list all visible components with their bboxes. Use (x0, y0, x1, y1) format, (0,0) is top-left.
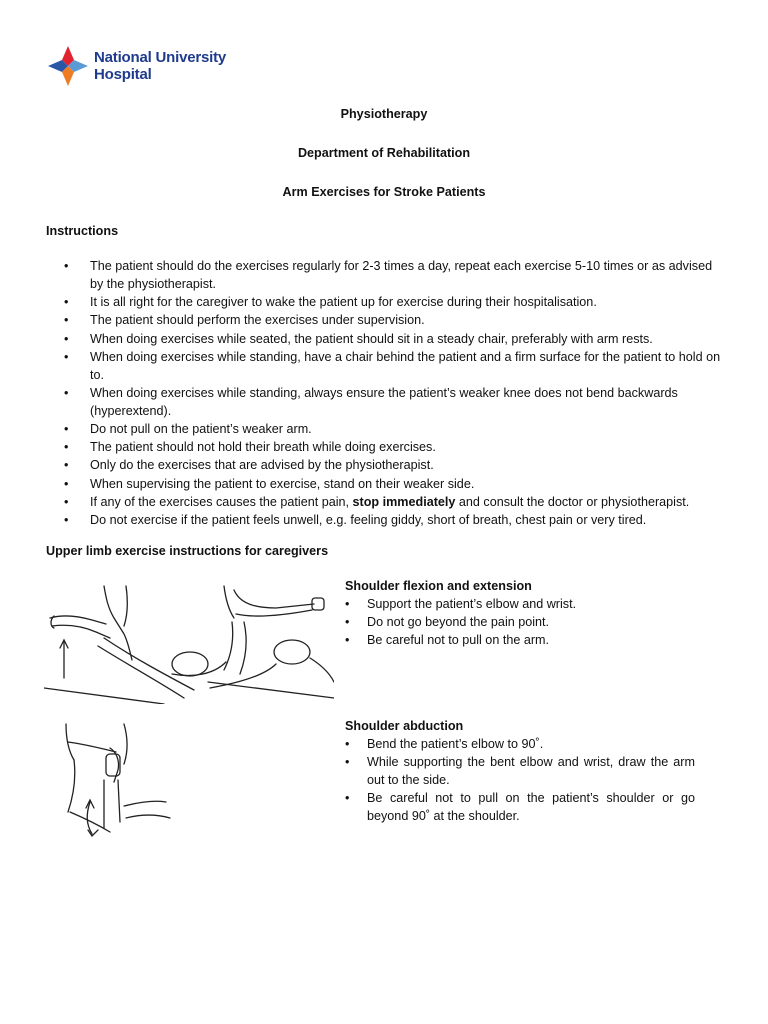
instruction-item: • The patient should perform the exercises under supervision. (46, 312, 726, 330)
instructions-list (46, 258, 726, 530)
pain-text-after: and consult the doctor or physiotherapist. (455, 494, 690, 509)
instruction-item-pain (46, 494, 726, 512)
instruction-item: • Do not pull on the patient’s weaker arm. (46, 421, 726, 439)
instruction-item: • It is all right for the caregiver to wake the patient up for exercise during their hospitalisation. (46, 294, 726, 312)
pain-text-before: If any of the exercises causes the patient pain, (90, 494, 353, 509)
shoulder-abduction-illustration (44, 718, 172, 840)
title-arm-exercises: Arm Exercises for Stroke Patients (282, 185, 486, 199)
shoulder-flexion-illustration (44, 578, 334, 704)
exercise-point: • While supporting the bent elbow and wrist, draw the arm out to the side. (345, 754, 695, 790)
title-department: Department of Rehabilitation (297, 146, 471, 160)
logo-line-1: National University (94, 49, 227, 66)
exercise-shoulder-flexion (345, 578, 695, 650)
instruction-item: • When doing exercises while standing, always ensure the patient’s weaker knee does not bend backwards (hyperextend). (46, 385, 726, 421)
hospital-logo (46, 44, 226, 88)
exercise-points (345, 736, 695, 826)
logo-line-2: Hospital (94, 66, 152, 83)
exercise-title: Shoulder abduction (345, 719, 464, 733)
instruction-item: • Only do the exercises that are advised by the physiotherapist. (46, 457, 726, 475)
title-physiotherapy: Physiotherapy (340, 107, 428, 121)
exercise-point: • Be careful not to pull on the patient’s shoulder or go beyond 90˚ at the shoulder. (345, 790, 695, 826)
instruction-item: • When doing exercises while standing, have a chair behind the patient and a firm surface for the patient to hold on to. (46, 349, 726, 385)
instructions-heading: Instructions (46, 224, 119, 238)
exercise-points (345, 596, 695, 650)
instruction-item: • When doing exercises while seated, the patient should sit in a steady chair, preferably with arm rests. (46, 331, 726, 349)
hospital-cross-icon (46, 44, 90, 88)
upper-limb-heading: Upper limb exercise instructions for caregivers (46, 544, 329, 558)
exercise-point: • Bend the patient’s elbow to 90˚. (345, 736, 695, 754)
instruction-item: • When supervising the patient to exercise, stand on their weaker side. (46, 476, 726, 494)
exercise-shoulder-abduction (345, 718, 695, 825)
exercise-title: Shoulder flexion and extension (345, 579, 532, 593)
exercise-point: • Do not go beyond the pain point. (345, 614, 695, 632)
exercise-point: • Be careful not to pull on the arm. (345, 632, 695, 650)
exercise-point: • Support the patient’s elbow and wrist. (345, 596, 695, 614)
instruction-item: • Do not exercise if the patient feels unwell, e.g. feeling giddy, short of breath, chest pain or very tired. (46, 512, 726, 530)
instruction-item: • The patient should do the exercises regularly for 2-3 times a day, repeat each exercise 5-10 times or as advised by the physiotherapist. (46, 258, 726, 294)
instruction-item: • The patient should not hold their breath while doing exercises. (46, 439, 726, 457)
pain-text-bold: stop immediately (352, 494, 456, 509)
